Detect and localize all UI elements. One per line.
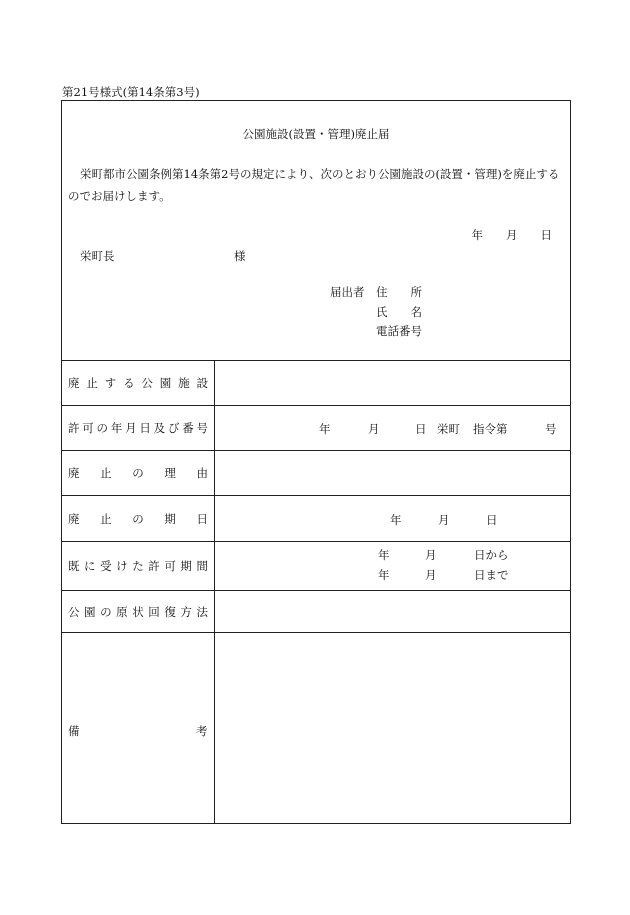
phone-label[interactable]: 電話番号: [376, 324, 422, 338]
form-header: [62, 101, 570, 361]
form-title: 公園施設(設置・管理)廃止届: [242, 127, 390, 141]
row-remarks: [62, 633, 570, 823]
permit-period-label: 既に受けた許可期間: [68, 559, 208, 573]
period-end-day: 日まで: [474, 568, 509, 582]
row-facility: [62, 360, 570, 406]
abolition-date-field[interactable]: [215, 496, 570, 541]
name-label[interactable]: 氏 名: [376, 305, 422, 319]
permit-day: 日: [415, 422, 427, 436]
abolition-day: 日: [486, 513, 498, 527]
body-text: 栄町都市公園条例第14条第2号の規定により、次のとおり公園施設の(設置・管理)を廃止するのでお届けします。: [68, 167, 560, 203]
reason-field[interactable]: [215, 451, 570, 495]
permit-month: 月: [368, 422, 380, 436]
facility-field[interactable]: [215, 360, 570, 405]
abolition-date-label: 廃止の期日: [68, 511, 208, 526]
notification-form: [61, 100, 571, 824]
honorific: 様: [234, 249, 246, 263]
permit-number-suffix: 号: [545, 422, 557, 436]
period-end-month: 月: [425, 568, 437, 582]
form-number: 第21号様式(第14条第3号): [62, 85, 200, 99]
permit-year: 年: [319, 422, 331, 436]
applicant-label: 届出者: [330, 285, 365, 299]
permit-directive: 指令第: [473, 422, 508, 436]
remarks-field[interactable]: [215, 633, 570, 823]
row-permit: [62, 406, 570, 451]
period-start-month: 月: [425, 548, 437, 562]
submission-date[interactable]: 年 月 日: [471, 228, 552, 242]
abolition-month: 月: [438, 513, 450, 527]
permit-period-field[interactable]: [215, 542, 570, 590]
row-restoration: [62, 591, 570, 633]
abolition-year: 年: [390, 513, 402, 527]
reason-label: 廃止の理由: [68, 466, 208, 480]
row-permit-period: [62, 542, 570, 591]
row-abolition-date: [62, 496, 570, 542]
remarks-label-right: 考: [196, 724, 208, 738]
restoration-field[interactable]: [215, 591, 570, 632]
addressee: 栄町長: [80, 249, 115, 263]
restoration-label: 公園の原状回復方法: [68, 604, 208, 619]
permit-issuer: 栄町: [437, 422, 460, 436]
row-reason: [62, 451, 570, 496]
address-label[interactable]: 住 所: [376, 285, 422, 299]
remarks-label-left: 備: [68, 724, 80, 738]
facility-label: 廃止する公園施設: [68, 375, 208, 390]
permit-label: 許可の年月日及び番号: [68, 421, 208, 435]
permit-field[interactable]: [215, 406, 570, 450]
period-end-year: 年: [378, 568, 390, 582]
period-start-year: 年: [378, 548, 390, 562]
period-start-day: 日から: [474, 548, 509, 562]
